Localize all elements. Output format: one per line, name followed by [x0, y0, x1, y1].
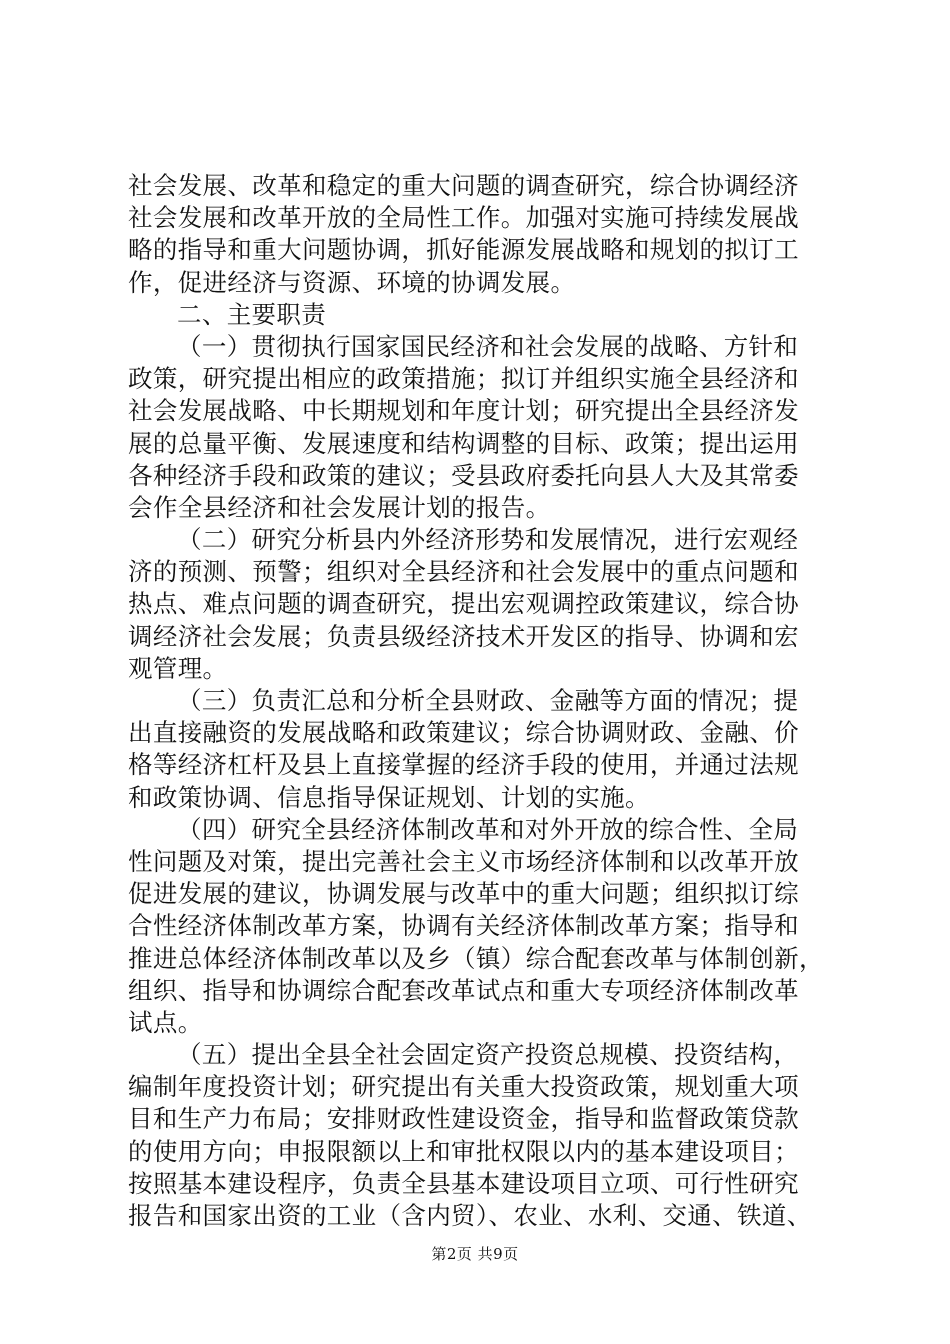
text-line: 目和生产力布局；安排财政性建设资金，指导和监督政策贷款: [128, 1104, 799, 1134]
paragraph-start-line: （五）提出全县全社会固定资产投资总规模、投资结构，: [177, 1040, 799, 1070]
text-line: 出直接融资的发展战略和政策建议；综合协调财政、金融、价: [128, 718, 799, 748]
text-line: 合性经济体制改革方案，协调有关经济体制改革方案；指导和: [128, 911, 799, 941]
paragraph-start-line: （二）研究分析县内外经济形势和发展情况，进行宏观经: [177, 525, 799, 555]
text-line: 格等经济杠杆及县上直接掌握的经济手段的使用，并通过法规: [128, 750, 799, 780]
text-line: 促进发展的建议，协调发展与改革中的重大问题；组织拟订综: [128, 879, 799, 909]
text-line: 观管理。: [128, 653, 228, 683]
text-line: 社会发展战略、中长期规划和年度计划；研究提出全县经济发: [128, 396, 799, 426]
text-line: 略的指导和重大问题协调，抓好能源发展战略和规划的拟订工: [128, 235, 799, 265]
text-line: 作，促进经济与资源、环境的协调发展。: [128, 267, 576, 297]
page-number-footer: 第2页 共9页: [431, 1245, 519, 1263]
text-line: 调经济社会发展；负责县级经济技术开发区的指导、协调和宏: [128, 621, 799, 651]
section-heading: 二、主要职责: [177, 299, 327, 329]
text-line: 社会发展和改革开放的全局性工作。加强对实施可持续发展战: [128, 203, 799, 233]
text-line: 性问题及对策，提出完善社会主义市场经济体制和以改革开放: [128, 846, 799, 876]
text-line: 和政策协调、信息指导保证规划、计划的实施。: [128, 782, 650, 812]
text-line: 热点、难点问题的调查研究，提出宏观调控政策建议，综合协: [128, 589, 799, 619]
document-body: [128, 170, 828, 1232]
text-line: 编制年度投资计划；研究提出有关重大投资政策，规划重大项: [128, 1072, 799, 1102]
paragraph-start-line: （一）贯彻执行国家国民经济和社会发展的战略、方针和: [177, 331, 799, 361]
text-line: 社会发展、改革和稳定的重大问题的调查研究，综合协调经济: [128, 171, 799, 200]
text-line: 报告和国家出资的工业（含内贸）、农业、水利、交通、铁道、: [128, 1201, 812, 1230]
text-line: 各种经济手段和政策的建议；受县政府委托向县人大及其常委: [128, 460, 799, 490]
text-line: 济的预测、预警；组织对全县经济和社会发展中的重点问题和: [128, 557, 799, 587]
text-line: 试点。: [128, 1007, 203, 1037]
paragraph-start-line: （四）研究全县经济体制改革和对外开放的综合性、全局: [177, 814, 799, 844]
text-line: 推进总体经济体制改革以及乡（镇）综合配套改革与体制创新，: [128, 943, 824, 973]
text-line: 展的总量平衡、发展速度和结构调整的目标、政策；提出运用: [128, 428, 799, 458]
text-line: 会作全县经济和社会发展计划的报告。: [128, 492, 551, 522]
text-line: 组织、指导和协调综合配套改革试点和重大专项经济体制改革: [128, 975, 799, 1005]
text-line: 政策，研究提出相应的政策措施；拟订并组织实施全县经济和: [128, 364, 799, 394]
paragraph-start-line: （三）负责汇总和分析全县财政、金融等方面的情况；提: [177, 686, 799, 715]
text-line: 的使用方向；申报限额以上和审批权限以内的基本建设项目；: [128, 1136, 799, 1166]
text-line: 按照基本建设程序，负责全县基本建设项目立项、可行性研究: [128, 1168, 799, 1198]
